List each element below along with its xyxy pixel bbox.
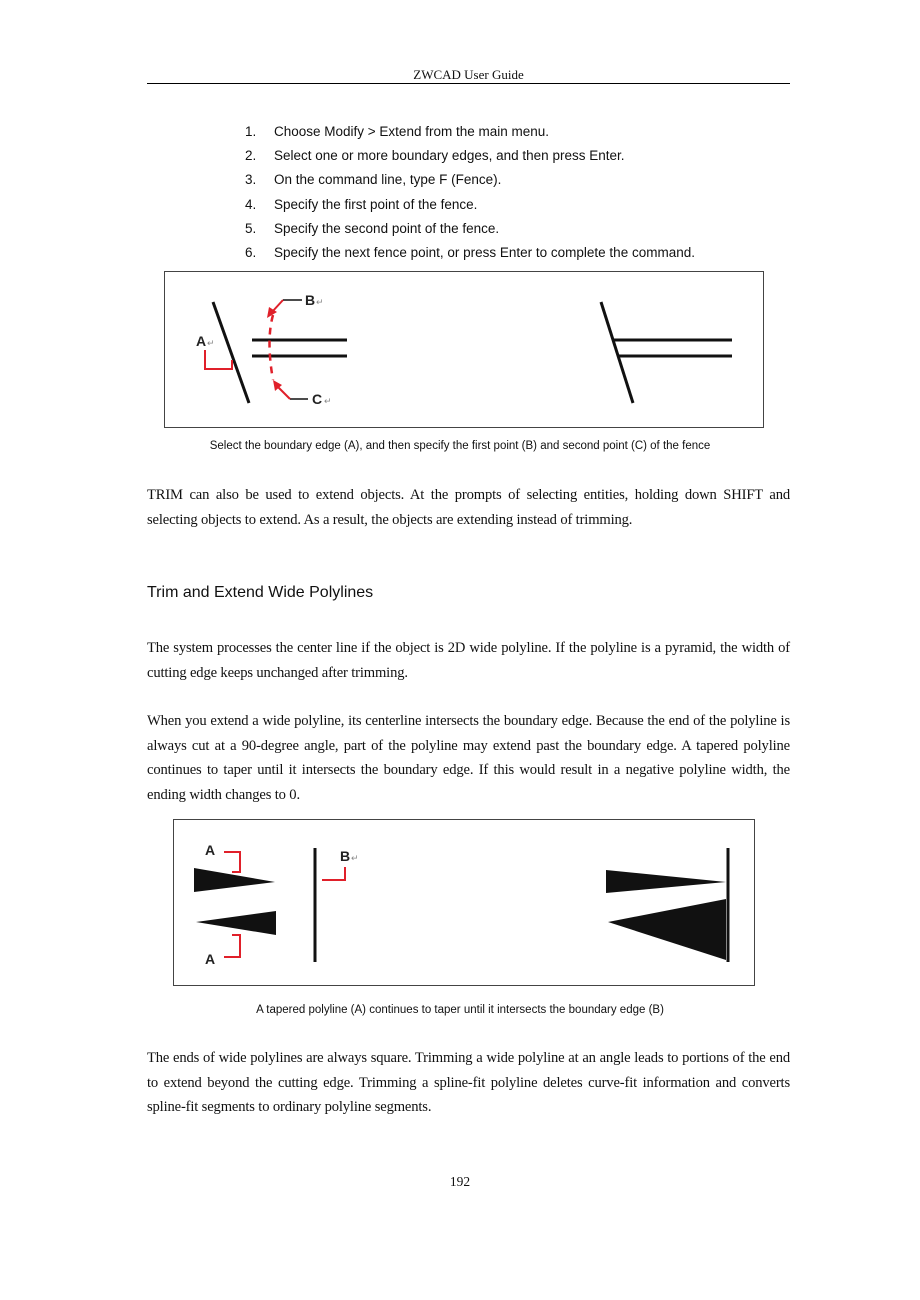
- section-title: Trim and Extend Wide Polylines: [147, 584, 374, 601]
- list-item: 5. Specify the second point of the fence.: [245, 220, 500, 236]
- figure-tapered-polyline-drawing: [174, 820, 756, 987]
- label-b: B: [305, 292, 316, 308]
- figure-caption: A tapered polyline (A) continues to taper until it intersects the boundary edge (B): [256, 1004, 664, 1016]
- header-title: ZWCAD User Guide: [413, 67, 524, 82]
- paragraph: The system processes the center line if the object is 2D wide polyline. If the polyline is a pyramid, the width of cutting edge keeps unchanged after trimming.: [147, 640, 790, 681]
- paragraph: When you extend a wide polyline, its centerline intersects the boundary edge. Because the end of the polyline is always cut at a 90-degree angle, part of the polyline may extend past the boundary edge. A tapered polyline continues to taper until it intersects the boundary edge. If this would result in a negative polyline width, the ending width changes to 0.: [147, 713, 790, 803]
- return-mark: ↵: [207, 338, 215, 348]
- boundary-edge: [213, 302, 249, 403]
- figure-caption: Select the boundary edge (A), and then specify the first point (B) and second point (C) of the fence: [209, 440, 711, 452]
- figure-tapered-polyline: [173, 819, 755, 986]
- label-a-bottom: A: [205, 951, 216, 967]
- list-item: 6. Specify the next fence point, or press Enter to complete the command.: [245, 244, 695, 260]
- pick-bracket-a-bottom: [224, 935, 240, 957]
- pick-bracket-b: [322, 867, 345, 880]
- pick-bracket-a-top: [224, 852, 240, 872]
- label-a: A: [196, 333, 207, 349]
- list-item: 3. On the command line, type F (Fence).: [245, 172, 502, 188]
- fence-line: [270, 315, 274, 380]
- paragraph: TRIM can also be used to extend objects. At the prompts of selecting entities, holding down SHIFT and selecting objects to extend. As a result, the objects are extending instead of trimming.: [147, 487, 790, 528]
- label-b: B: [340, 848, 351, 864]
- list-item: 1. Choose Modify > Extend from the main menu.: [245, 124, 550, 139]
- figure-extend-fence-drawing: [165, 272, 765, 429]
- return-mark: ↵: [324, 396, 332, 406]
- list-item: 2. Select one or more boundary edges, and then press Enter.: [245, 148, 625, 164]
- page-header: [147, 66, 790, 84]
- tapered-polyline-top-result: [606, 870, 726, 893]
- label-c: C: [312, 391, 323, 407]
- tapered-polyline-bottom-result: [608, 899, 726, 960]
- return-mark: ↵: [316, 297, 324, 307]
- return-mark: ↵: [351, 853, 359, 863]
- steps-list: [245, 120, 695, 265]
- tapered-polyline-bottom: [196, 911, 276, 935]
- label-a-top: A: [205, 842, 216, 858]
- paragraph: The ends of wide polylines are always square. Trimming a wide polyline at an angle leads to portions of the end to extend beyond the cutting edge. Trimming a spline-fit polyline deletes curve-fit information and converts spline-fit segments to ordinary polyline segments.: [147, 1050, 790, 1115]
- list-item: 4. Specify the first point of the fence.: [245, 196, 478, 212]
- figure-extend-fence: [164, 271, 764, 428]
- page-number: 192: [449, 1174, 471, 1189]
- pick-bracket-a: [205, 350, 232, 369]
- boundary-edge-result: [601, 302, 633, 403]
- arrow-c-shaft: [278, 387, 290, 399]
